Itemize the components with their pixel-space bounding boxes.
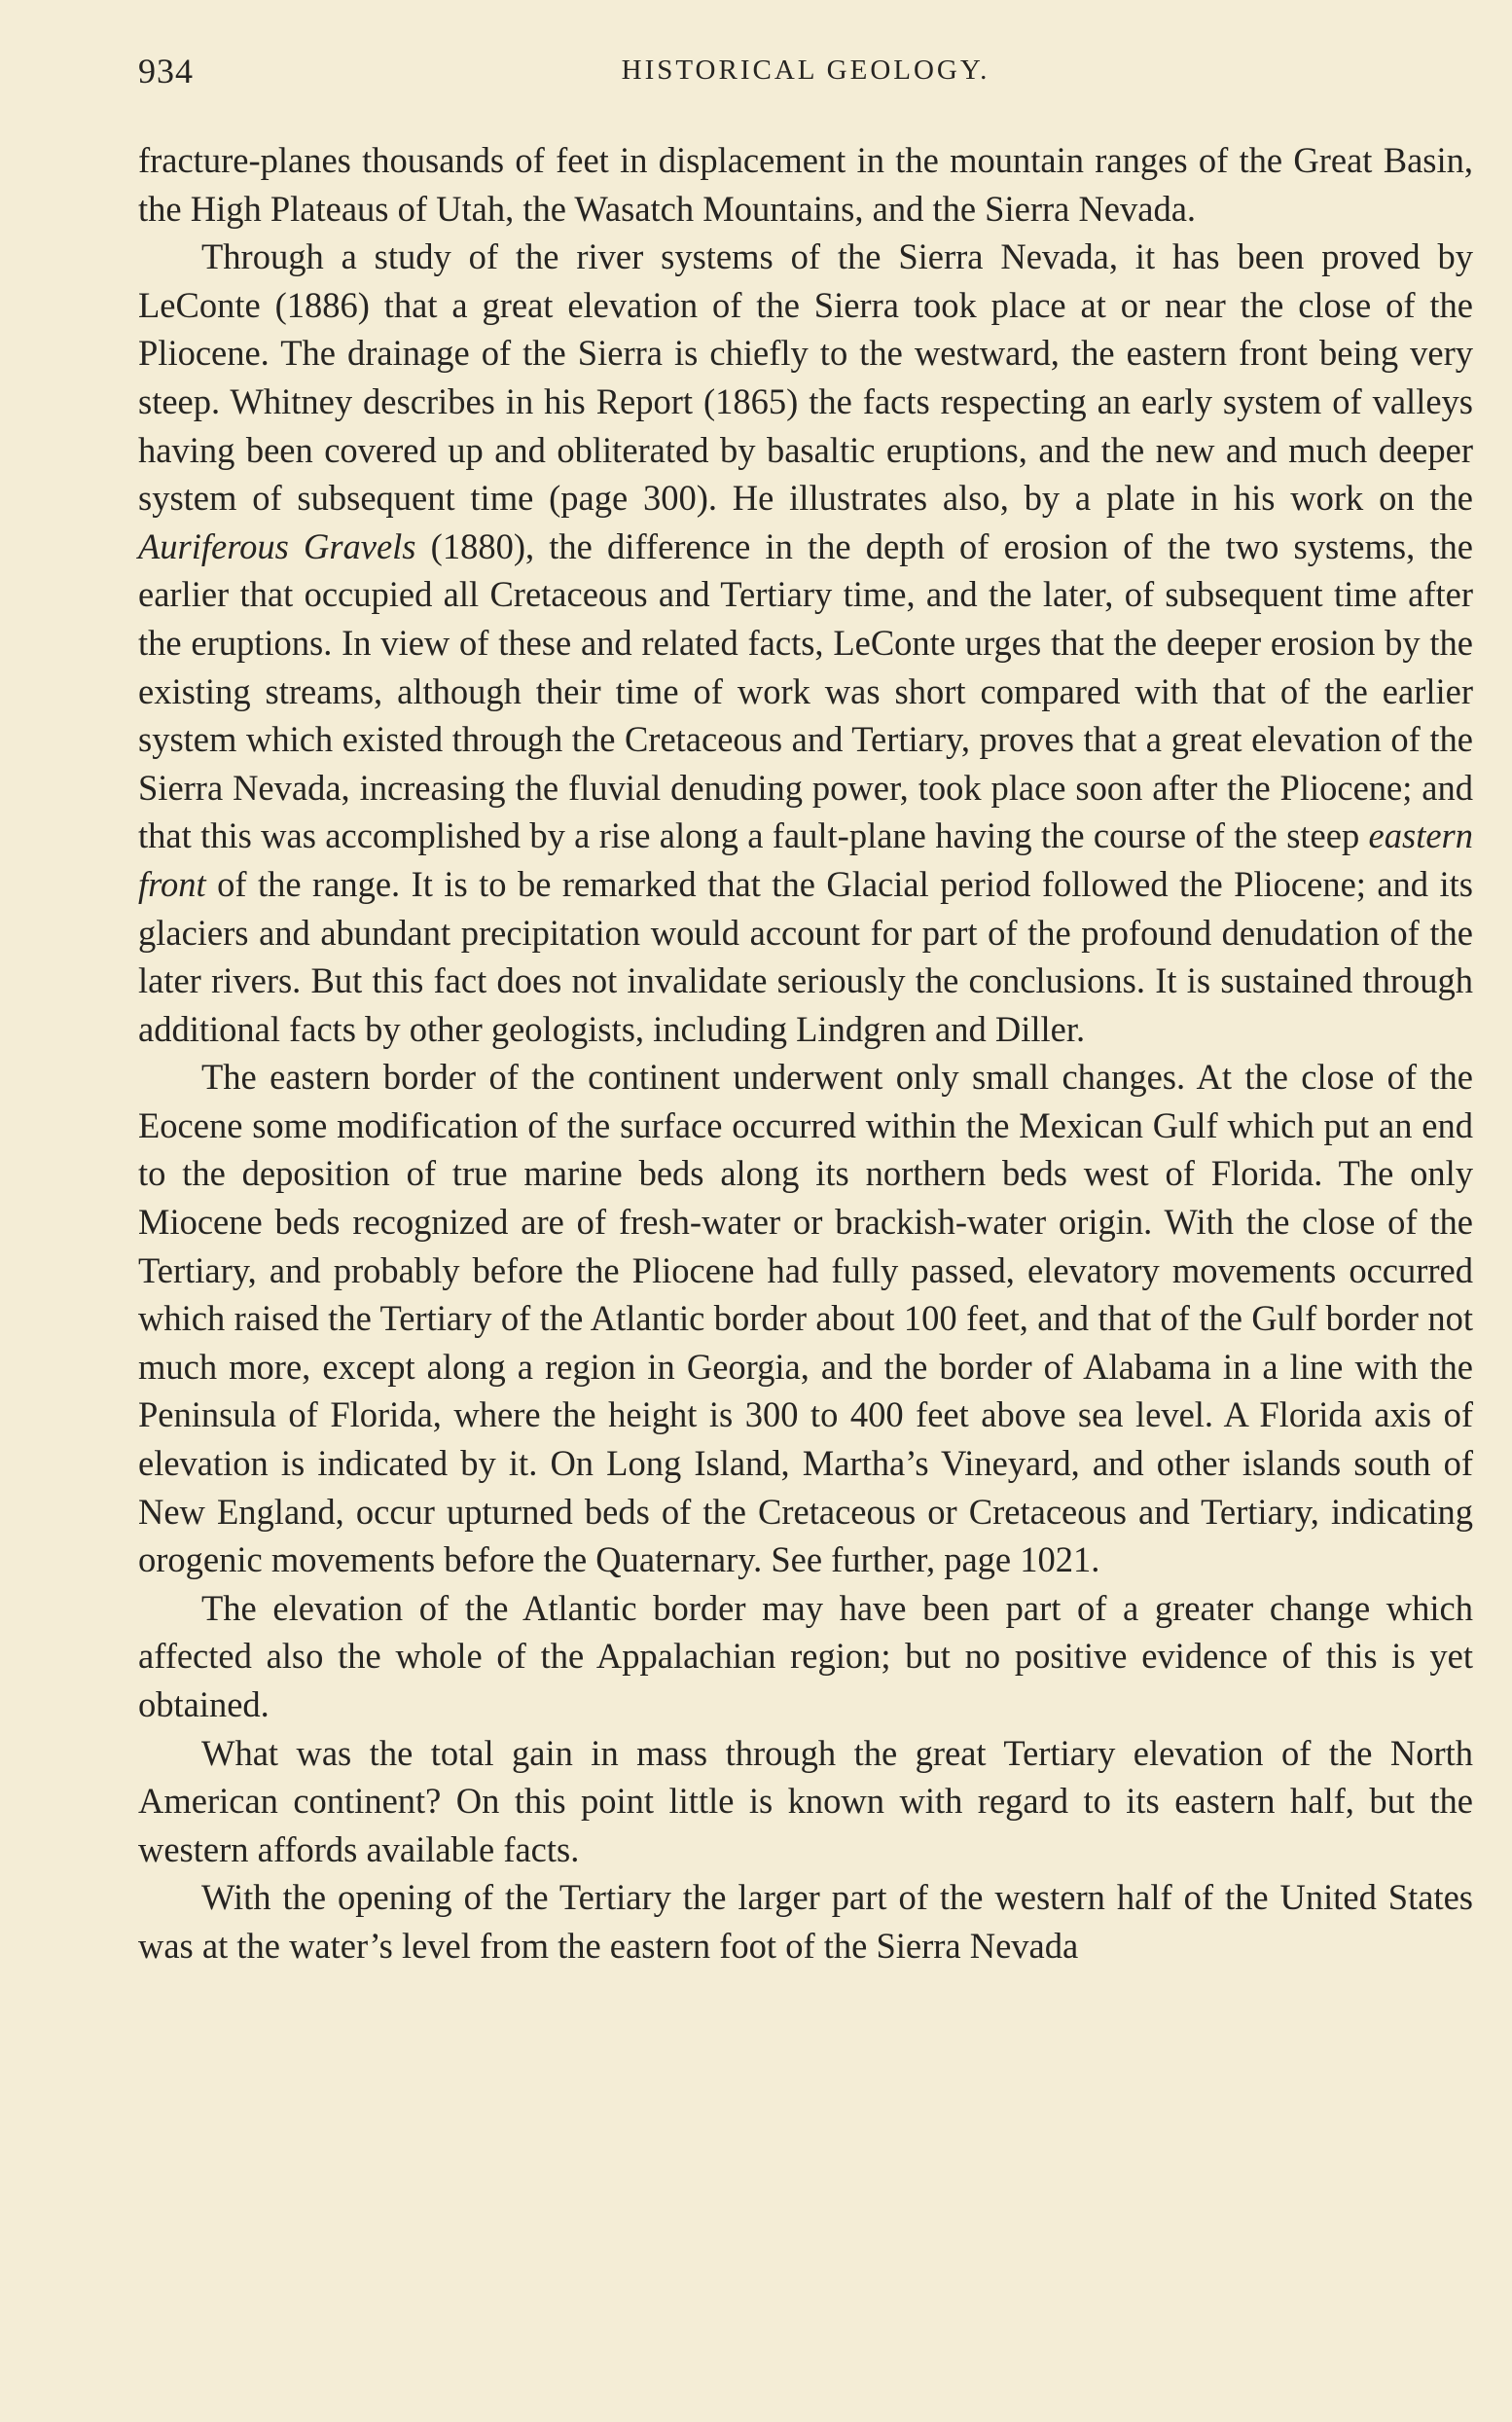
page-number: 934 bbox=[138, 52, 194, 90]
text-segment: The eastern border of the continent underwent only small changes. At the close of the Eocene some modification of the surface occurred within the Mexican Gulf which put an end to the deposition of true marine beds along its northern beds west of Florida. The only Miocene beds recognized are of fresh-water or brackish-water origin. With the close of the Tertiary, and probably before the Pliocene had fully passed, elevatory movements occurred which raised the Tertiary of the Atlantic border about 100 feet, and that of the Gulf border not much more, except along a region in Georgia, and the border of Alabama in a line with the Peninsula of Florida, where the height is 300 to 400 feet above sea level. A Florida axis of elevation is indicated by it. On Long Island, Martha’s Vineyard, and other islands south of New England, occur upturned beds of the Cretaceous or Cretaceous and Tertiary, indicating orogenic movements before the Quaternary. See further, page 1021. bbox=[138, 1057, 1473, 1580]
paragraph-continued bbox=[138, 136, 1473, 233]
paragraph-atlantic-border bbox=[138, 1584, 1473, 1729]
text-segment: What was the total gain in mass through the great Tertiary elevation of the North American continent? On this point little is known with regard to its eastern half, but the western affords available facts. bbox=[138, 1732, 1473, 1869]
running-title: HISTORICAL GEOLOGY. bbox=[621, 54, 990, 86]
text-segment: fracture-planes thousands of feet in displacement in the mountain ranges of the Great Basin, the High Plateaus of Utah, the Wasatch Mountains, and the Sierra Nevada. bbox=[138, 140, 1473, 229]
italic-title: Auriferous Gravels bbox=[138, 525, 416, 566]
text-segment: Through a study of the river systems of the Sierra Nevada, it has been proved by LeConte (1886) that a great elevation of the Sierra took place at or near the close of the Pliocene. The drainage of the Sierra is chiefly to the westward, the eastern front being very steep. Whitney describes in his Report (1865) the facts respecting an early system of valleys having been covered up and obliterated by basaltic eruptions, and the new and much deeper system of subsequent time (page 300). He illustrates also, by a plate in his work on the bbox=[138, 236, 1473, 519]
paragraph-total-gain bbox=[138, 1729, 1473, 1874]
body-text bbox=[138, 136, 1473, 1970]
text-segment: (1880), the difference in the depth of erosion of the two systems, the earlier that occupied all Cretaceous and Tertiary time, and the later, of subsequent time after the eruptions. In view of these and related facts, LeConte urges that the deeper erosion by the existing streams, although their time of work was short compared with that of the earlier system which existed through the Cretaceous and Tertiary, proves that a great elevation of the Sierra Nevada, increasing the fluvial denuding power, took place soon after the Pliocene; and that this was accomplished by a rise along a fault-plane having the course of the steep bbox=[138, 525, 1473, 856]
paragraph-tertiary-opening bbox=[138, 1873, 1473, 1970]
text-segment: of the range. It is to be remarked that the Glacial period followed the Pliocene; and its glaciers and abundant precipitation would account for part of the profound denudation of the later rivers. But this fact does not invalidate seriously the conclusions. It is sustained through additional facts by other geologists, including Lindgren and Diller. bbox=[138, 863, 1473, 1049]
paragraph-sierra-nevada bbox=[138, 233, 1473, 1053]
italic-phrase: eastern front bbox=[138, 815, 1473, 904]
text-segment: With the opening of the Tertiary the larger part of the western half of the United States was at the water’s level from the eastern foot of the Sierra Nevada bbox=[138, 1877, 1473, 1966]
paragraph-eastern-border bbox=[138, 1053, 1473, 1584]
text-segment: The elevation of the Atlantic border may have been part of a greater change which affected also the whole of the Appalachian region; but no positive evidence of this is yet obtained. bbox=[138, 1587, 1473, 1724]
page-header bbox=[138, 51, 1473, 99]
